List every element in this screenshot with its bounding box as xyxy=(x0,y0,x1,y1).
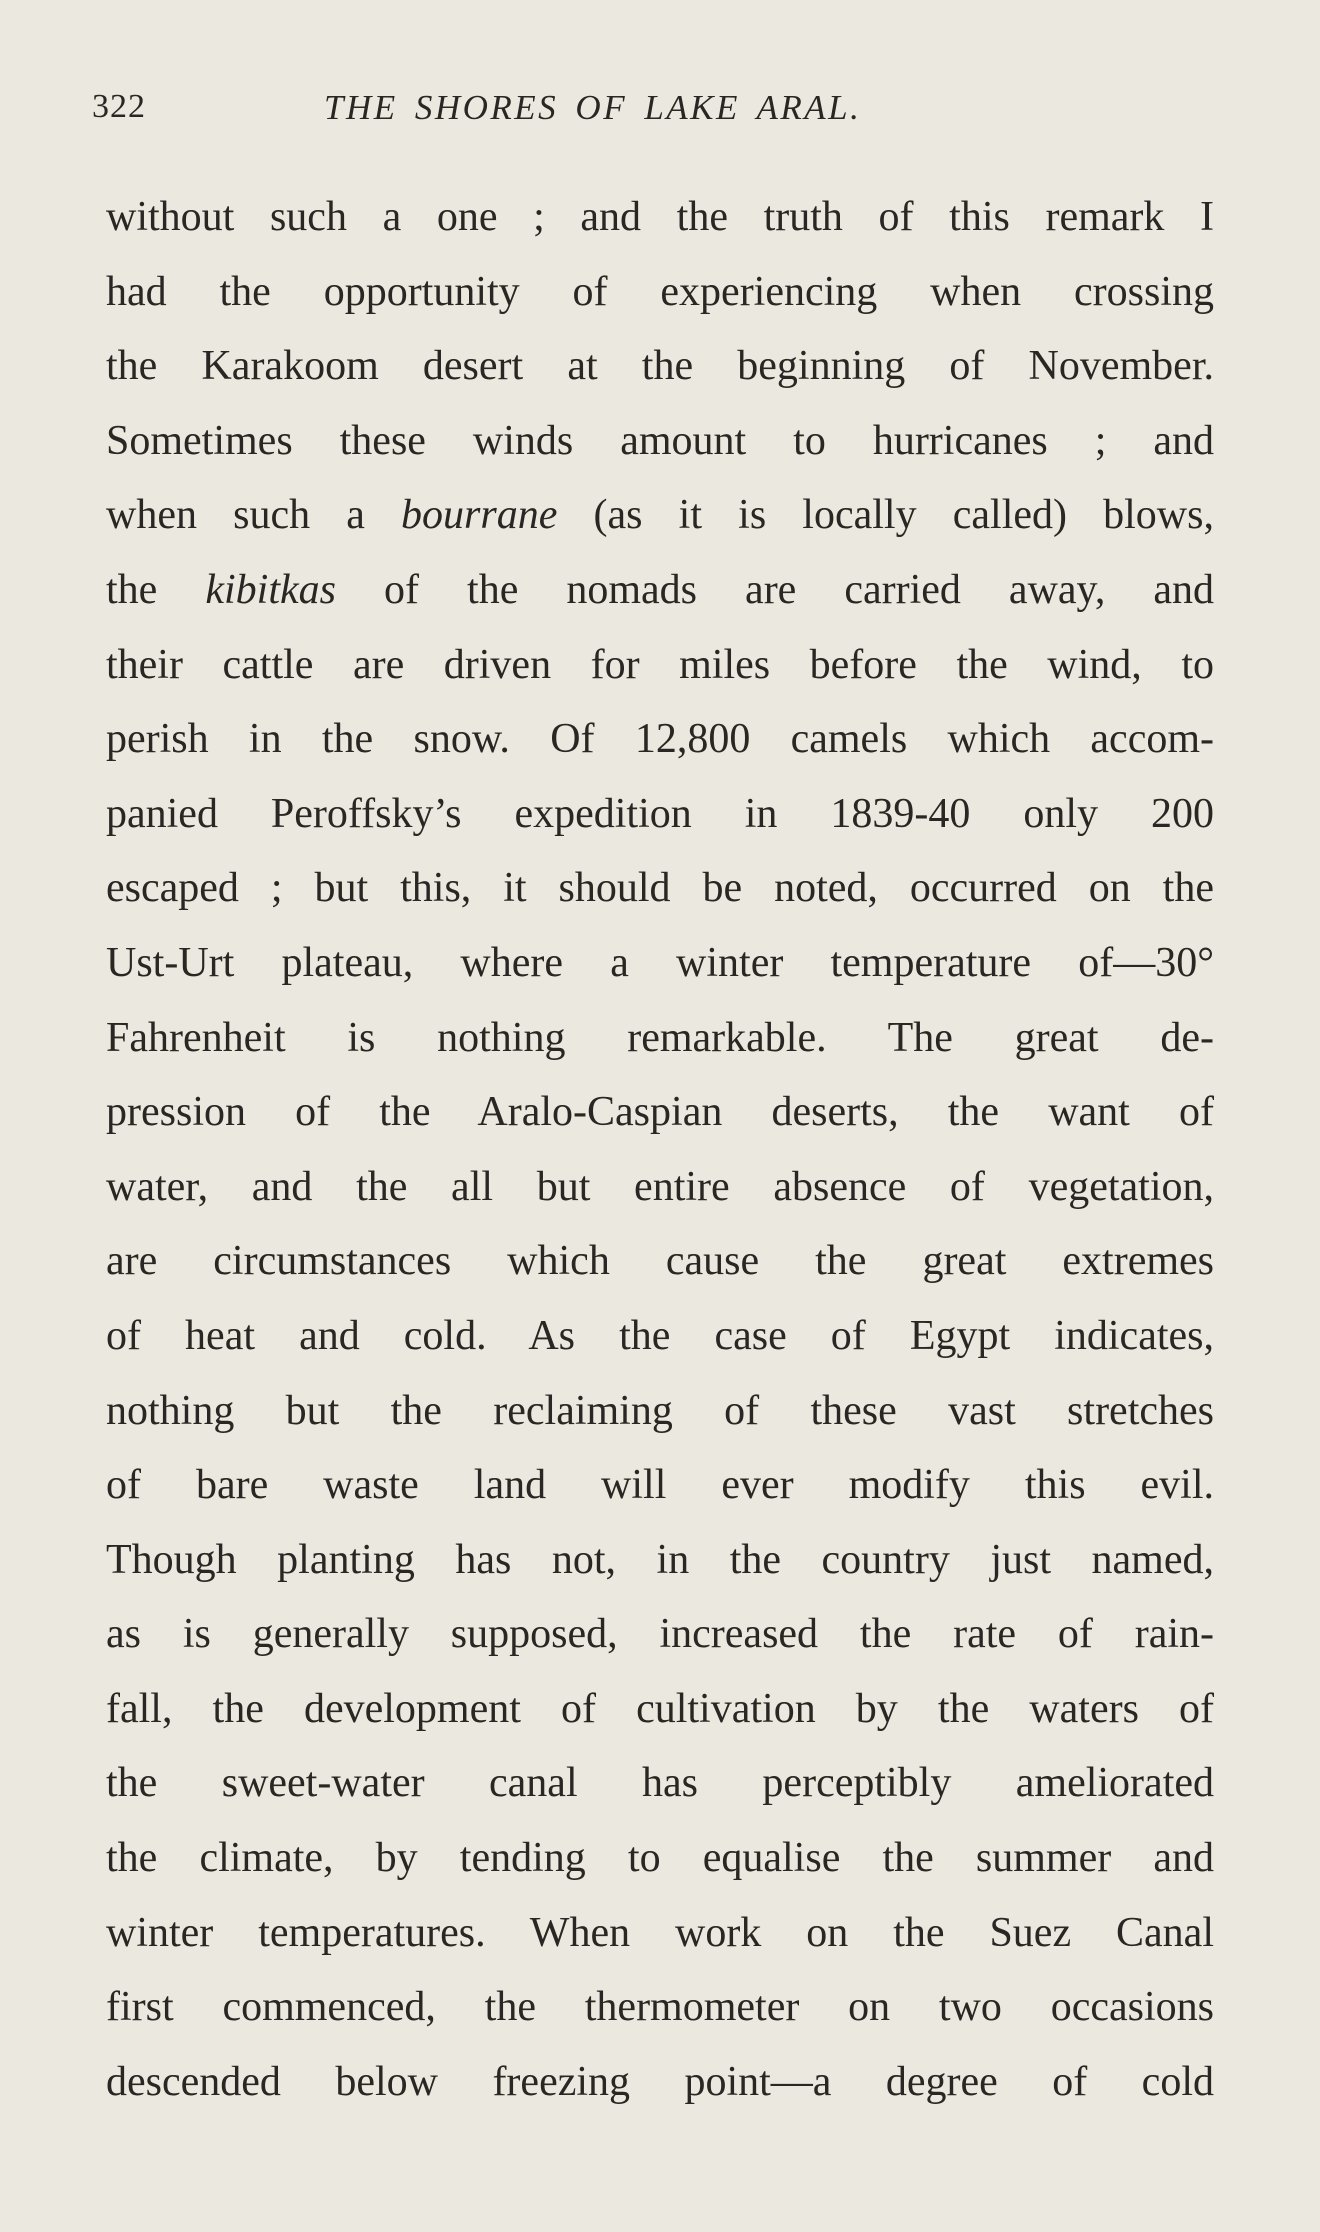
text-line xyxy=(106,1374,1214,1449)
text-line xyxy=(106,1597,1214,1672)
text-run: escaped ; but this, it should be noted, occurred on the xyxy=(106,865,1214,912)
italic-term: kibitkas xyxy=(205,566,336,613)
text-run: Ust-Urt plateau, where a winter temperature of—30° xyxy=(106,939,1214,986)
text-run: when such a xyxy=(106,492,402,539)
text-run: the Karakoom desert at the beginning of November. xyxy=(106,343,1214,390)
text-run: winter temperatures. When work on the Suez Canal xyxy=(106,1909,1214,1956)
italic-term: bourrane xyxy=(401,492,558,539)
text-run: their cattle are driven for miles before the wind, to xyxy=(106,641,1214,688)
text-line xyxy=(106,1672,1214,1747)
text-line xyxy=(106,1896,1214,1971)
text-run: the climate, by tending to equalise the summer and xyxy=(106,1835,1214,1882)
text-line xyxy=(106,255,1214,330)
text-run: of heat and cold. As the case of Egypt indicates, xyxy=(106,1312,1214,1359)
text-run: pression of the Aralo-Caspian deserts, the want of xyxy=(106,1089,1214,1136)
text-run: panied Peroffsky’s expedition in 1839-40 only 200 xyxy=(106,790,1214,837)
text-line xyxy=(106,553,1214,628)
text-line xyxy=(106,777,1214,852)
text-run: perish in the snow. Of 12,800 camels which accom- xyxy=(106,716,1214,763)
text-line xyxy=(106,1448,1214,1523)
running-head xyxy=(92,88,1212,132)
text-run: Fahrenheit is nothing remarkable. The great de- xyxy=(106,1014,1214,1061)
text-line xyxy=(106,329,1214,404)
text-run: without such a one ; and the truth of this remark I xyxy=(106,194,1214,240)
text-line xyxy=(106,1970,1214,2045)
text-run: Though planting has not, in the country just named, xyxy=(106,1536,1214,1583)
text-line xyxy=(106,1821,1214,1896)
text-run: the sweet-water canal has perceptibly ameliorated xyxy=(106,1760,1214,1807)
text-run: (as it is locally called) blows, xyxy=(557,492,1214,539)
text-run: Sometimes these winds amount to hurricanes ; and xyxy=(106,417,1214,464)
text-run: fall, the development of cultivation by the waters of xyxy=(106,1685,1214,1732)
text-line xyxy=(106,1746,1214,1821)
text-line xyxy=(106,926,1214,1001)
text-line xyxy=(106,478,1214,553)
text-line xyxy=(106,702,1214,777)
text-run: as is generally supposed, increased the rate of rain- xyxy=(106,1611,1214,1658)
text-run: water, and the all but entire absence of vegetation, xyxy=(106,1163,1214,1210)
text-run: nothing but the reclaiming of these vast stretches xyxy=(106,1387,1214,1434)
text-line xyxy=(106,1299,1214,1374)
text-line xyxy=(106,1075,1214,1150)
text-line xyxy=(106,1001,1214,1076)
text-run: first commenced, the thermometer on two occasions xyxy=(106,1984,1214,2031)
body-text xyxy=(106,180,1214,2119)
text-run: of bare waste land will ever modify this evil. xyxy=(106,1462,1214,1509)
text-line xyxy=(106,851,1214,926)
text-run: of the nomads are carried away, and xyxy=(335,566,1214,613)
text-run: had the opportunity of experiencing when crossing xyxy=(106,268,1214,315)
text-line xyxy=(106,404,1214,479)
text-run: are circumstances which cause the great extremes xyxy=(106,1238,1214,1285)
text-run: descended below freezing point—a degree of cold xyxy=(106,2058,1214,2105)
text-line xyxy=(106,1150,1214,1225)
text-line xyxy=(106,180,1214,255)
text-line xyxy=(106,1224,1214,1299)
running-title: THE SHORES OF LAKE ARAL. xyxy=(324,88,862,127)
text-run: the xyxy=(106,566,206,613)
text-line xyxy=(106,628,1214,703)
text-line xyxy=(106,1523,1214,1598)
page-number: 322 xyxy=(92,88,146,125)
text-line xyxy=(106,2045,1214,2120)
